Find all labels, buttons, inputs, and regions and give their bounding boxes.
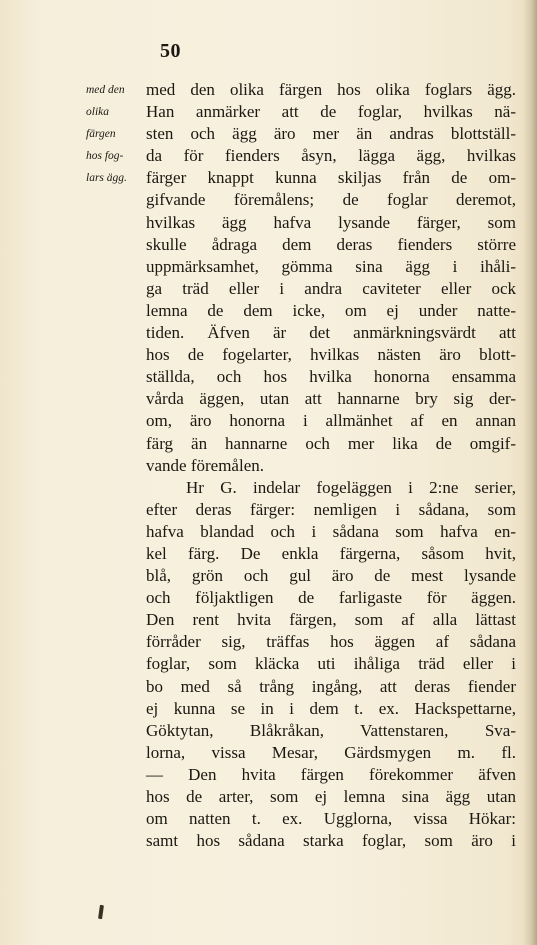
text-line: efter deras färger: nemligen i sådana, som [146,499,516,519]
text-line: vande föremålen. [146,455,264,475]
text-line: skulle ådraga dem deras fienders större [146,234,516,254]
text-line: hos de fogelarter, hvilkas nästen äro blott- [146,345,516,365]
text-line: da för fienders åsyn, lägga ägg, hvilkas [146,146,516,166]
text-line: Hr G. indelar fogeläggen i 2:ne serier, [186,477,516,497]
page-number: 50 [160,40,181,62]
text-line: tiden. Äfven är det anmärkningsvärdt att [146,323,516,343]
text-line: med den olika färgen hos olika foglars ägg. [146,80,516,99]
text-line: blå, grön och gul äro de mest lysande [146,566,516,586]
margin-note-line: med den [86,84,125,96]
text-line: — Den hvita färgen förekommer äfven [146,764,516,784]
text-line: lorna, vissa Mesar, Gärdsmygen m. fl. [146,742,516,762]
text-line: hos de arter, som ej lemna sina ägg utan [146,787,516,806]
text-line: vårda äggen, utan att hannarne bry sig der- [146,389,516,409]
margin-note-line: färgen [86,128,116,140]
text-line: färger knappt kunna skiljas från de om- [146,168,516,188]
text-line: Han anmärker att de foglar, hvilkas nä- [146,102,516,122]
text-line: ej kunna se in i dem t. ex. Hackspettarne, [146,698,516,718]
text-line: uppmärksamhet, gömma sina ägg i ihåli- [146,256,516,276]
page-edge-shadow [523,0,537,945]
text-line: foglar, som kläcka uti ihåliga träd eller i [146,654,516,674]
text-line: gifvande föremålens; de foglar deremot, [146,190,516,210]
text-line: och följaktligen de farligaste för äggen. [146,588,516,608]
text-line: bo med så trång ingång, att deras fiender [146,676,516,696]
text-line: färg än hannarne och mer lika de omgif- [146,433,516,453]
text-line: samt hos sådana starka foglar, som äro i [146,831,516,851]
body-text [146,79,516,852]
text-line: Göktytan, Blåkråkan, Vattenstaren, Sva- [146,720,516,740]
text-line: ställda, och hos hvilka honorna ensamma [146,367,516,387]
margin-note-line: lars ägg. [86,172,127,184]
text-line: förråder sig, träffas hos äggen af sådana [146,632,516,652]
text-line: kel färg. De enkla färgerna, såsom hvit, [146,543,516,563]
text-line: om, äro honorna i allmänhet af en annan [146,411,516,431]
text-line: lemna de dem icke, om ej under natte- [146,300,516,320]
text-line: hvilkas ägg hafva lysande färger, som [146,212,516,232]
text-line: ga träd eller i andra caviteter eller ock [146,278,516,298]
ink-mark [98,905,104,919]
margin-note-line: hos fog- [86,150,124,162]
margin-note-line: olika [86,106,109,118]
text-line: Den rent hvita färgen, som af alla lättast [146,610,516,630]
text-line: hafva blandad och i sådana som hafva en- [146,521,516,541]
text-line: sten och ägg äro mer än andras blottställ- [146,124,516,144]
text-line: om natten t. ex. Ugglorna, vissa Hökar: [146,809,516,829]
